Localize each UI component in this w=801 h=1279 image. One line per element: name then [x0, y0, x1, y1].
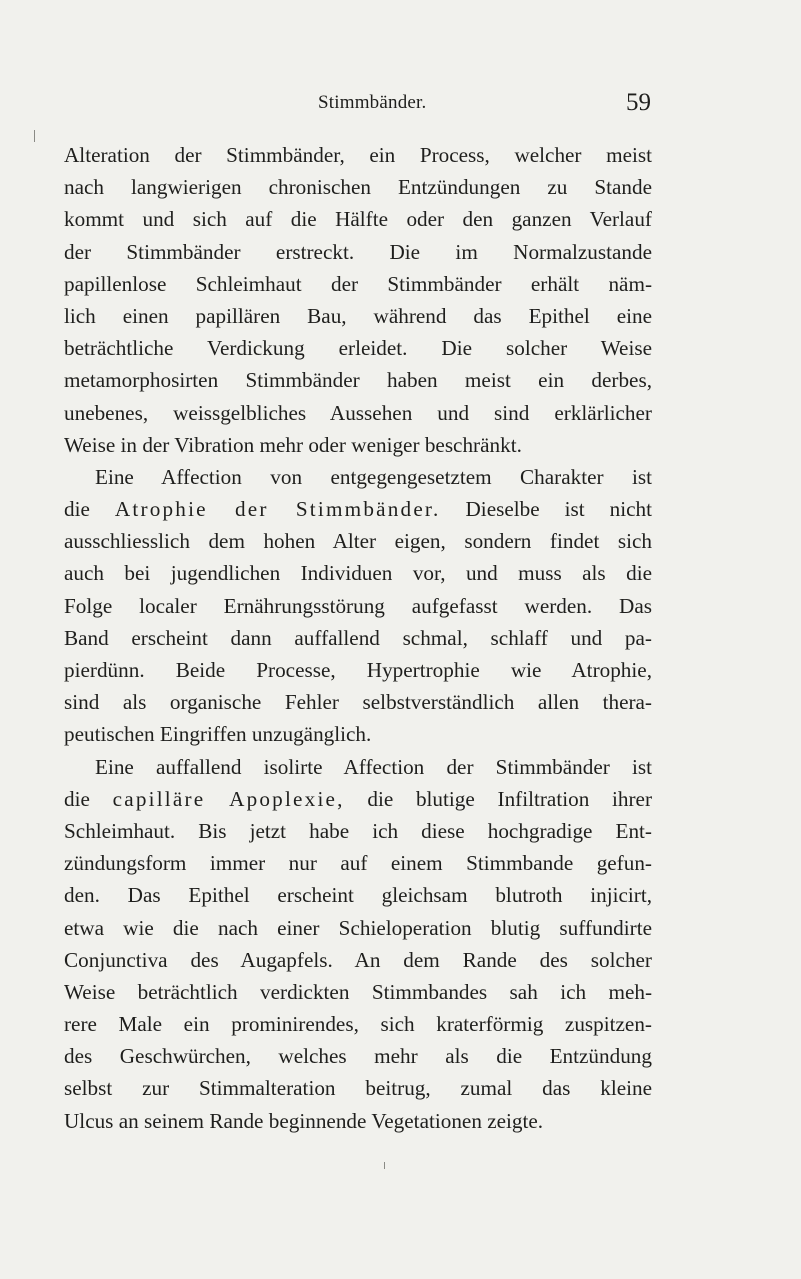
line-text: Eine auffallend isolirte Affection der Stimmbänder ist — [95, 754, 652, 779]
line-text: peutischen Eingriffen unzugänglich. — [64, 722, 372, 747]
text-line — [64, 364, 652, 396]
line-text: papillenlose Schleimhaut der Stimmbänder erhält näm- — [64, 271, 652, 296]
line-text: Conjunctiva des Augapfels. An dem Rande des solcher — [64, 947, 652, 972]
text-line — [64, 654, 652, 686]
text-line — [64, 203, 652, 235]
text-line — [64, 525, 652, 557]
text-line — [64, 718, 652, 750]
text-line — [64, 461, 652, 493]
emphasized-term: Atrophie der Stimmbänder. — [114, 497, 441, 522]
text-line — [64, 397, 652, 429]
line-text: Schleimhaut. Bis jetzt habe ich diese hochgradige Ent- — [64, 818, 652, 843]
text-line — [64, 268, 652, 300]
text-line — [64, 1072, 652, 1104]
line-text: der Stimmbänder erstreckt. Die im Normalzustande — [64, 239, 652, 264]
scan-mark — [34, 130, 35, 142]
line-text: die — [64, 497, 115, 522]
text-line — [64, 139, 652, 171]
line-text: Band erscheint dann auffallend schmal, schlaff und pa- — [64, 625, 652, 650]
line-text: selbst zur Stimmalteration beitrug, zumal das kleine — [64, 1076, 652, 1101]
scan-mark — [384, 1162, 385, 1169]
text-line — [64, 1008, 652, 1040]
text-line — [64, 332, 652, 364]
text-line — [64, 1105, 652, 1137]
line-text: kommt und sich auf die Hälfte oder den ganzen Verlauf — [64, 207, 652, 232]
line-text: unebenes, weissgelbliches Aussehen und sind erklärlicher — [64, 400, 652, 425]
line-text: Eine Affection von entgegengesetztem Charakter ist — [95, 464, 652, 489]
line-text: die blutige Infiltration ihrer — [344, 786, 653, 811]
page-number: 59 — [626, 89, 651, 116]
text-line — [64, 783, 652, 815]
line-text: Folge localer Ernährungsstörung aufgefasst werden. Das — [64, 593, 652, 618]
line-text: metamorphosirten Stimmbänder haben meist ein derbes, — [64, 368, 652, 393]
text-line — [64, 1040, 652, 1072]
text-line — [64, 976, 652, 1008]
line-text: Weise beträchtlich verdickten Stimmbandes sah ich meh- — [64, 979, 652, 1004]
text-line — [64, 622, 652, 654]
text-line — [64, 590, 652, 622]
text-line — [64, 429, 652, 461]
text-line — [64, 236, 652, 268]
text-line — [64, 815, 652, 847]
line-text: die — [64, 786, 113, 811]
line-text: auch bei jugendlichen Individuen vor, und muss als die — [64, 561, 652, 586]
body-text — [64, 139, 652, 1137]
line-text: nach langwierigen chronischen Entzündungen zu Stande — [64, 175, 652, 200]
text-line — [64, 944, 652, 976]
line-text: Alteration der Stimmbänder, ein Process, welcher meist — [64, 143, 652, 167]
line-text: rere Male ein prominirendes, sich kraterförmig zuspitzen- — [64, 1012, 652, 1037]
line-text: beträchtliche Verdickung erleidet. Die solcher Weise — [64, 336, 652, 361]
text-line — [64, 493, 652, 525]
text-line — [64, 847, 652, 879]
line-text: Weise in der Vibration mehr oder weniger beschränkt. — [64, 432, 522, 457]
line-text: zündungsform immer nur auf einem Stimmbande gefun- — [64, 851, 652, 876]
line-text: den. Das Epithel erscheint gleichsam blutroth injicirt, — [64, 883, 652, 908]
text-line — [64, 912, 652, 944]
line-text: des Geschwürchen, welches mehr als die Entzündung — [64, 1044, 652, 1069]
text-line — [64, 171, 652, 203]
page-header — [0, 89, 801, 122]
line-text: lich einen papillären Bau, während das Epithel eine — [64, 303, 652, 328]
running-head: Stimmbänder. — [318, 92, 427, 113]
line-text: etwa wie die nach einer Schieloperation blutig suffundirte — [64, 915, 652, 940]
text-line — [64, 300, 652, 332]
line-text: pierdünn. Beide Processe, Hypertrophie wie Atrophie, — [64, 658, 652, 682]
line-text: ausschliesslich dem hohen Alter eigen, sondern findet sich — [64, 529, 652, 554]
line-text: Ulcus an seinem Rande beginnende Vegetationen zeigte. — [64, 1108, 544, 1133]
text-line — [64, 751, 652, 783]
text-line — [64, 686, 652, 718]
text-line — [64, 879, 652, 911]
line-text: Dieselbe ist nicht — [440, 497, 652, 522]
emphasized-term: capilläre Apoplexie, — [112, 786, 345, 811]
text-line — [64, 557, 652, 589]
line-text: sind als organische Fehler selbstverständlich allen thera- — [64, 690, 652, 715]
